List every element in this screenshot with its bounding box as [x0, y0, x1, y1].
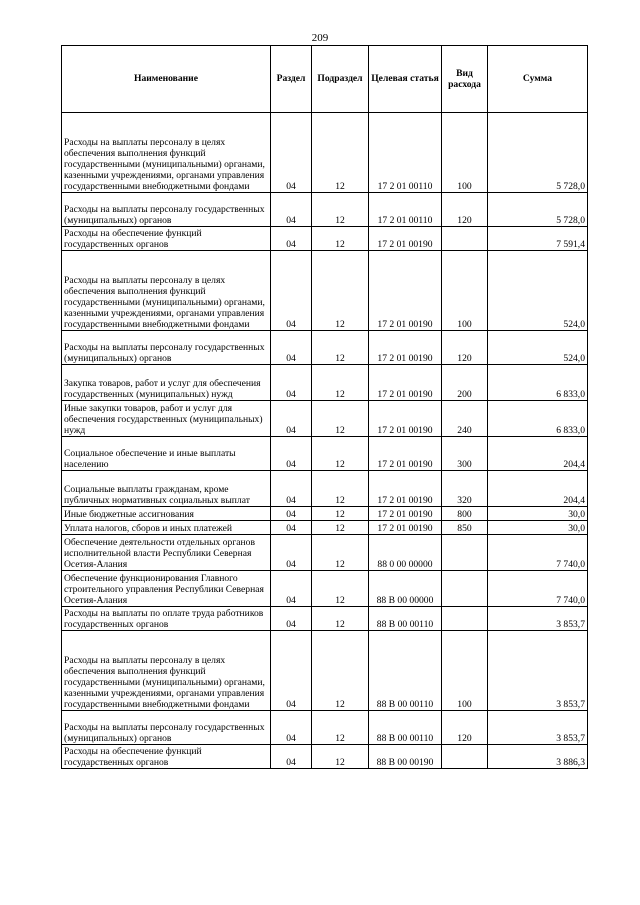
- cell-target-article: 17 2 01 00190: [369, 437, 442, 471]
- cell-section: 04: [271, 401, 312, 437]
- table-row: [62, 607, 588, 631]
- table-body: [62, 113, 588, 769]
- cell-target-article: 17 2 01 00190: [369, 331, 442, 365]
- cell-subsection: 12: [312, 251, 369, 331]
- cell-name: Расходы на выплаты по оплате труда работников государственных органов: [62, 607, 271, 631]
- cell-amount: 5 728,0: [488, 113, 588, 193]
- cell-section: 04: [271, 711, 312, 745]
- cell-amount: 204,4: [488, 471, 588, 507]
- cell-name: Расходы на обеспечение функций государственных органов: [62, 227, 271, 251]
- table-row: [62, 745, 588, 769]
- header-name: Наименование: [62, 46, 271, 113]
- cell-target-article: 17 2 01 00190: [369, 521, 442, 535]
- table-row: [62, 535, 588, 571]
- table-header-row: [62, 46, 588, 113]
- cell-name: Расходы на выплаты персоналу в целях обеспечения выполнения функций государственными (муниципальными) органами, казенными учреждениями, органами управления государственными внебюджетными фондами: [62, 251, 271, 331]
- cell-subsection: 12: [312, 711, 369, 745]
- table-row: [62, 331, 588, 365]
- cell-target-article: 17 2 01 00190: [369, 507, 442, 521]
- cell-expense-type: 120: [442, 711, 488, 745]
- page-number: 209: [311, 32, 329, 44]
- cell-expense-type: 100: [442, 631, 488, 711]
- cell-section: 04: [271, 471, 312, 507]
- cell-name: Иные закупки товаров, работ и услуг для обеспечения государственных (муниципальных) нужд: [62, 401, 271, 437]
- cell-target-article: 17 2 01 00110: [369, 193, 442, 227]
- cell-subsection: 12: [312, 471, 369, 507]
- cell-expense-type: 800: [442, 507, 488, 521]
- cell-subsection: 12: [312, 437, 369, 471]
- cell-name: Обеспечение деятельности отдельных органов исполнительной власти Республики Северная Осетия-Алания: [62, 535, 271, 571]
- cell-amount: 7 740,0: [488, 571, 588, 607]
- header-subsection: Подраздел: [312, 46, 369, 113]
- cell-section: 04: [271, 631, 312, 711]
- cell-section: 04: [271, 193, 312, 227]
- cell-expense-type: 200: [442, 365, 488, 401]
- cell-section: 04: [271, 507, 312, 521]
- cell-expense-type: 120: [442, 331, 488, 365]
- cell-section: 04: [271, 521, 312, 535]
- cell-amount: 3 853,7: [488, 711, 588, 745]
- cell-subsection: 12: [312, 401, 369, 437]
- cell-name: Социальные выплаты гражданам, кроме публичных нормативных социальных выплат: [62, 471, 271, 507]
- cell-section: 04: [271, 113, 312, 193]
- cell-target-article: 17 2 01 00190: [369, 401, 442, 437]
- cell-target-article: 88 В 00 00000: [369, 571, 442, 607]
- cell-subsection: 12: [312, 113, 369, 193]
- cell-expense-type: 240: [442, 401, 488, 437]
- cell-subsection: 12: [312, 607, 369, 631]
- cell-subsection: 12: [312, 227, 369, 251]
- cell-target-article: 17 2 01 00190: [369, 227, 442, 251]
- table-row: [62, 251, 588, 331]
- cell-target-article: 88 В 00 00110: [369, 631, 442, 711]
- table-row: [62, 365, 588, 401]
- header-amount: Сумма: [488, 46, 588, 113]
- cell-name: Расходы на обеспечение функций государственных органов: [62, 745, 271, 769]
- cell-target-article: 88 В 00 00110: [369, 711, 442, 745]
- cell-name: Расходы на выплаты персоналу в целях обеспечения выполнения функций государственными (муниципальными) органами, казенными учреждениями, органами управления государственными внебюджетными фондами: [62, 113, 271, 193]
- header-expense-type: Вид расхода: [442, 46, 488, 113]
- cell-target-article: 88 В 00 00110: [369, 607, 442, 631]
- cell-amount: 524,0: [488, 251, 588, 331]
- header-target-article: Целевая статья: [369, 46, 442, 113]
- cell-target-article: 17 2 01 00190: [369, 471, 442, 507]
- table-row: [62, 113, 588, 193]
- cell-expense-type: [442, 745, 488, 769]
- cell-expense-type: 850: [442, 521, 488, 535]
- cell-section: 04: [271, 331, 312, 365]
- cell-section: 04: [271, 365, 312, 401]
- cell-amount: 3 853,7: [488, 631, 588, 711]
- cell-target-article: 88 0 00 00000: [369, 535, 442, 571]
- cell-amount: 3 886,3: [488, 745, 588, 769]
- table-row: [62, 571, 588, 607]
- cell-expense-type: 100: [442, 251, 488, 331]
- cell-section: 04: [271, 607, 312, 631]
- cell-expense-type: 100: [442, 113, 488, 193]
- table-row: [62, 401, 588, 437]
- cell-amount: 524,0: [488, 331, 588, 365]
- cell-subsection: 12: [312, 507, 369, 521]
- cell-target-article: 17 2 01 00190: [369, 365, 442, 401]
- cell-amount: 30,0: [488, 521, 588, 535]
- cell-amount: 30,0: [488, 507, 588, 521]
- cell-expense-type: [442, 535, 488, 571]
- cell-name: Уплата налогов, сборов и иных платежей: [62, 521, 271, 535]
- cell-subsection: 12: [312, 631, 369, 711]
- cell-name: Расходы на выплаты персоналу в целях обеспечения выполнения функций государственными (муниципальными) органами, казенными учреждениями, органами управления государственными внебюджетными фондами: [62, 631, 271, 711]
- table-row: [62, 711, 588, 745]
- header-section: Раздел: [271, 46, 312, 113]
- cell-section: 04: [271, 437, 312, 471]
- cell-subsection: 12: [312, 331, 369, 365]
- cell-expense-type: [442, 607, 488, 631]
- cell-section: 04: [271, 745, 312, 769]
- cell-expense-type: [442, 571, 488, 607]
- cell-name: Социальное обеспечение и иные выплаты населению: [62, 437, 271, 471]
- cell-subsection: 12: [312, 571, 369, 607]
- table-row: [62, 471, 588, 507]
- cell-name: Иные бюджетные ассигнования: [62, 507, 271, 521]
- cell-subsection: 12: [312, 521, 369, 535]
- cell-subsection: 12: [312, 745, 369, 769]
- cell-name: Расходы на выплаты персоналу государственных (муниципальных) органов: [62, 193, 271, 227]
- cell-target-article: 17 2 01 00190: [369, 251, 442, 331]
- cell-expense-type: 120: [442, 193, 488, 227]
- table-row: [62, 227, 588, 251]
- cell-amount: 6 833,0: [488, 365, 588, 401]
- table-row: [62, 507, 588, 521]
- cell-expense-type: [442, 227, 488, 251]
- table-row: [62, 521, 588, 535]
- cell-subsection: 12: [312, 365, 369, 401]
- cell-subsection: 12: [312, 193, 369, 227]
- cell-amount: 7 591,4: [488, 227, 588, 251]
- cell-amount: 204,4: [488, 437, 588, 471]
- cell-section: 04: [271, 227, 312, 251]
- cell-target-article: 17 2 01 00110: [369, 113, 442, 193]
- table-row: [62, 631, 588, 711]
- cell-section: 04: [271, 535, 312, 571]
- table-row: [62, 437, 588, 471]
- cell-amount: 7 740,0: [488, 535, 588, 571]
- cell-section: 04: [271, 251, 312, 331]
- cell-expense-type: 300: [442, 437, 488, 471]
- cell-amount: 5 728,0: [488, 193, 588, 227]
- cell-expense-type: 320: [442, 471, 488, 507]
- cell-name: Закупка товаров, работ и услуг для обеспечения государственных (муниципальных) нужд: [62, 365, 271, 401]
- cell-subsection: 12: [312, 535, 369, 571]
- table-row: [62, 193, 588, 227]
- cell-amount: 6 833,0: [488, 401, 588, 437]
- cell-name: Обеспечение функционирования Главного строительного управления Республики Северная Осетия-Алания: [62, 571, 271, 607]
- cell-amount: 3 853,7: [488, 607, 588, 631]
- cell-name: Расходы на выплаты персоналу государственных (муниципальных) органов: [62, 711, 271, 745]
- budget-table: [61, 45, 588, 769]
- cell-target-article: 88 В 00 00190: [369, 745, 442, 769]
- cell-section: 04: [271, 571, 312, 607]
- cell-name: Расходы на выплаты персоналу государственных (муниципальных) органов: [62, 331, 271, 365]
